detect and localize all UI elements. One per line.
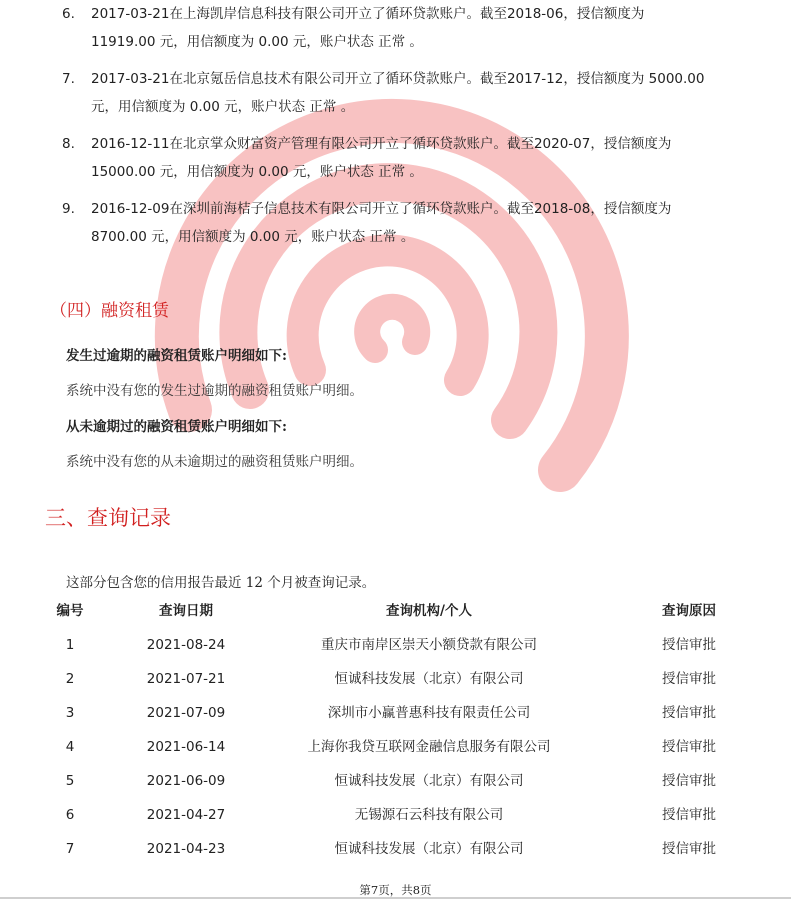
account-list: [62, 0, 782, 260]
row-reason: 授信审批: [662, 807, 716, 823]
account-line2: 11919.00 元，用信额度为 0.00 元，账户状态 正常 。: [91, 34, 423, 50]
leasing-section-title: （四）融资租赁: [50, 301, 169, 321]
row-number: 1: [65, 637, 75, 653]
account-item-7: [62, 65, 782, 121]
header-institution: 查询机构/个人: [386, 603, 472, 619]
row-date: 2021-07-09: [146, 705, 226, 721]
row-reason: 授信审批: [662, 739, 716, 755]
account-number: 9.: [62, 201, 75, 217]
row-institution: 无锡源石云科技有限公司: [354, 807, 504, 823]
account-line2: 8700.00 元，用信额度为 0.00 元，账户状态 正常 。: [91, 229, 415, 245]
account-item-9: [62, 195, 782, 251]
account-number: 8.: [62, 136, 75, 152]
table-row: [44, 732, 764, 766]
query-section-title: 三、查询记录: [45, 506, 171, 530]
row-institution: 恒诚科技发展（北京）有限公司: [334, 671, 524, 687]
query-table: [44, 596, 764, 868]
row-reason: 授信审批: [662, 671, 716, 687]
row-reason: 授信审批: [662, 705, 716, 721]
table-row: [44, 664, 764, 698]
account-number: 7.: [62, 71, 75, 87]
row-number: 2: [65, 671, 75, 687]
row-number: 7: [65, 841, 75, 857]
table-header: [44, 596, 764, 630]
table-row: [44, 834, 764, 868]
account-item-6: [62, 0, 782, 56]
account-line1: 2017-03-21在北京氪岳信息技术有限公司开立了循环贷款账户。截至2017-12，授信额度为 5000.00: [91, 71, 705, 87]
row-institution: 深圳市小赢普惠科技有限责任公司: [327, 705, 531, 721]
account-line2: 15000.00 元，用信额度为 0.00 元，账户状态 正常 。: [91, 164, 423, 180]
never-overdue-leasing-text: 系统中没有您的从未逾期过的融资租赁账户明细。: [66, 454, 363, 470]
header-number: 编号: [56, 603, 84, 619]
row-number: 4: [65, 739, 75, 755]
row-date: 2021-04-27: [146, 807, 226, 823]
header-date: 查询日期: [159, 603, 213, 619]
row-number: 3: [65, 705, 75, 721]
account-item-8: [62, 130, 782, 186]
row-institution: 重庆市南岸区崇天小额贷款有限公司: [321, 637, 537, 653]
row-date: 2021-04-23: [146, 841, 226, 857]
table-row: [44, 766, 764, 800]
overdue-leasing-heading: 发生过逾期的融资租赁账户明细如下:: [66, 348, 287, 364]
table-row: [44, 698, 764, 732]
row-number: 6: [65, 807, 75, 823]
row-date: 2021-06-14: [146, 739, 226, 755]
account-number: 6.: [62, 6, 75, 22]
account-line1: 2016-12-09在深圳前海桔子信息技术有限公司开立了循环贷款账户。截至2018-08，授信额度为: [91, 201, 672, 217]
row-date: 2021-06-09: [146, 773, 226, 789]
header-reason: 查询原因: [662, 603, 716, 619]
account-line1: 2016-12-11在北京掌众财富资产管理有限公司开立了循环贷款账户。截至2020-07，授信额度为: [91, 136, 672, 152]
account-line1: 2017-03-21在上海凯岸信息科技有限公司开立了循环贷款账户。截至2018-06，授信额度为: [91, 6, 645, 22]
overdue-leasing-text: 系统中没有您的发生过逾期的融资租赁账户明细。: [66, 383, 363, 399]
row-institution: 恒诚科技发展（北京）有限公司: [334, 773, 524, 789]
query-intro: 这部分包含您的信用报告最近 12 个月被查询记录。: [66, 575, 376, 591]
row-date: 2021-08-24: [146, 637, 226, 653]
row-reason: 授信审批: [662, 773, 716, 789]
table-row: [44, 800, 764, 834]
row-institution: 上海你我贷互联网金融信息服务有限公司: [307, 739, 551, 755]
row-number: 5: [65, 773, 75, 789]
row-reason: 授信审批: [662, 637, 716, 653]
never-overdue-leasing-heading: 从未逾期过的融资租赁账户明细如下:: [66, 419, 287, 435]
account-line2: 元，用信额度为 0.00 元，账户状态 正常 。: [91, 99, 355, 115]
row-reason: 授信审批: [662, 841, 716, 857]
page-footer: 第7页，共8页: [359, 883, 432, 897]
row-institution: 恒诚科技发展（北京）有限公司: [334, 841, 524, 857]
table-row: [44, 630, 764, 664]
row-date: 2021-07-21: [146, 671, 226, 687]
